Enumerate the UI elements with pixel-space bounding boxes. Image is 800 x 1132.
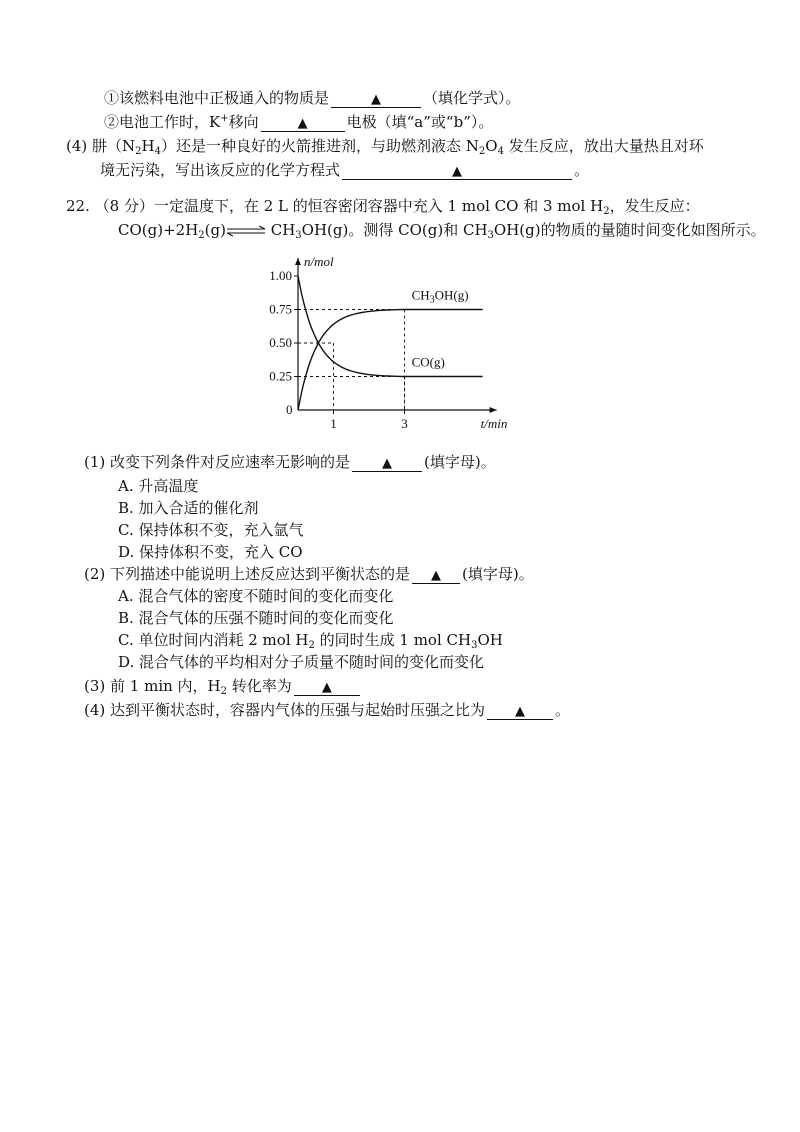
part-number: (4) (84, 701, 106, 719)
q22-p1-option-a: A. 升高温度 (118, 477, 199, 495)
q21-part4-line2 (100, 160, 589, 180)
circle-number-2: ② (104, 113, 120, 131)
part-number: (4) (66, 137, 88, 155)
text: OH (477, 631, 503, 649)
sub: 2 (603, 206, 610, 217)
sub: 3 (487, 230, 494, 241)
q21-sub1 (104, 88, 521, 108)
answer-blank[interactable] (261, 113, 345, 132)
text: CH (265, 221, 296, 239)
answer-blank[interactable] (412, 565, 460, 584)
part-number: (3) (84, 677, 106, 695)
q22-equation (118, 220, 766, 240)
q22-part4-stem (84, 700, 570, 720)
text: H (141, 137, 155, 155)
part-number: (1) (84, 453, 106, 471)
text: 下列描述中能说明上述反应达到平衡状态的是 (110, 565, 411, 583)
text: (填字母)。 (462, 565, 534, 583)
text: C. 单位时间内消耗 2 mol H (118, 631, 309, 649)
answer-blank[interactable] (294, 677, 360, 696)
y-axis-label: n/mol (304, 254, 334, 269)
y-tick-label: 1.00 (269, 268, 292, 283)
ch3oh-curve (298, 310, 483, 411)
q22-p2-option-d: D. 混合气体的平均相对分子质量不随时间的变化而变化 (118, 653, 485, 671)
equilibrium-arrow-icon (226, 225, 266, 237)
text: ，发生反应： (609, 197, 700, 215)
question-number: 22. (66, 197, 90, 215)
charge-sup: + (220, 113, 229, 124)
text: OH(g)。测得 CO(g)和 CH (301, 221, 488, 239)
text: O (485, 137, 498, 155)
amount-time-chart (248, 245, 508, 435)
sub: 2 (220, 686, 228, 697)
q21-sub2-post: 电极（填“a”或“b”）。 (346, 113, 494, 131)
q22-p1-option-d: D. 保持体积不变，充入 CO (118, 543, 303, 561)
text: 境无污染，写出该反应的化学方程式 (100, 161, 341, 179)
triangle-icon: ▲ (452, 164, 463, 179)
text: 前 1 min 内，H (110, 677, 221, 695)
q21-sub2-text: 电池工作时，K (119, 113, 221, 131)
sub: 4 (497, 146, 504, 157)
q22-p2-option-a: A. 混合气体的密度不随时间的变化而变化 (118, 587, 394, 605)
sub: 2 (478, 146, 486, 157)
y-axis-arrow-icon (295, 258, 301, 265)
text: CO(g)+2H (118, 221, 199, 239)
triangle-icon: ▲ (297, 116, 308, 131)
sub: 2 (198, 230, 205, 241)
text: (g) (204, 221, 226, 239)
ch3oh-series-label: $CH_3OH(g)$ (411, 287, 469, 306)
answer-blank[interactable] (487, 701, 553, 720)
y-tick-label: 0.25 (269, 368, 292, 384)
sub: 2 (308, 640, 315, 651)
q22-p1-option-c: C. 保持体积不变，充入氩气 (118, 521, 304, 539)
text: 转化率为 (227, 677, 292, 695)
q22-part3-stem (84, 676, 362, 696)
triangle-icon: ▲ (431, 568, 442, 583)
circle-number-1: ① (104, 89, 120, 107)
text: (填字母)。 (424, 453, 496, 471)
text: 改变下列条件对反应速率无影响的是 (110, 453, 351, 471)
q21-sub2-mid: 移向 (228, 113, 259, 131)
sub: 2 (135, 146, 142, 157)
x-tick-label: 3 (401, 416, 408, 431)
q22-p2-option-b: B. 混合气体的压强不随时间的变化而变化 (118, 609, 394, 627)
q22-stem-line1 (66, 196, 700, 216)
q22-p1-option-b: B. 加入合适的催化剂 (118, 499, 259, 517)
triangle-icon: ▲ (371, 92, 382, 107)
text: 。 (555, 701, 571, 719)
text: （8 分）一定温度下，在 2 L 的恒容密闭容器中充入 1 mol CO 和 3 mol H (94, 197, 604, 215)
q21-part4-line1 (66, 136, 704, 156)
y-tick-label: 0.75 (269, 301, 292, 317)
triangle-icon: ▲ (515, 704, 526, 719)
origin-label: 0 (286, 402, 293, 417)
answer-blank[interactable] (352, 453, 422, 472)
sub: 3 (471, 640, 478, 651)
q21-sub1-post: （填化学式）。 (423, 89, 521, 107)
q22-part1-stem (84, 452, 496, 472)
x-axis-label: t/min (480, 416, 508, 431)
q21-sub1-text: 该燃料电池中正极通入的物质是 (119, 89, 330, 107)
text: OH(g)的物质的量随时间变化如图所示。 (493, 221, 766, 239)
text: 。 (574, 161, 590, 179)
part-number: (2) (84, 565, 106, 583)
q22-p2-option-c (118, 630, 503, 650)
answer-blank[interactable] (331, 89, 421, 108)
triangle-icon: ▲ (382, 456, 393, 471)
text: 肼（N (92, 137, 136, 155)
sub: 4 (154, 146, 162, 157)
text: 发生反应，放出大量热且对环 (503, 137, 704, 155)
answer-blank[interactable] (342, 161, 572, 180)
triangle-icon: ▲ (321, 680, 332, 695)
q22-part2-stem (84, 564, 534, 584)
x-axis-arrow-icon (490, 407, 497, 413)
text: 的同时生成 1 mol CH (314, 631, 472, 649)
text: ）还是一种良好的火箭推进剂，与助燃剂液态 N (161, 137, 479, 155)
text: 达到平衡状态时，容器内气体的压强与起始时压强之比为 (110, 701, 486, 719)
q21-sub2 (104, 112, 493, 132)
y-tick-label: 0.50 (269, 335, 292, 350)
co-series-label: CO(g) (411, 354, 445, 370)
sub: 3 (295, 230, 302, 241)
x-tick-label: 1 (330, 416, 337, 431)
